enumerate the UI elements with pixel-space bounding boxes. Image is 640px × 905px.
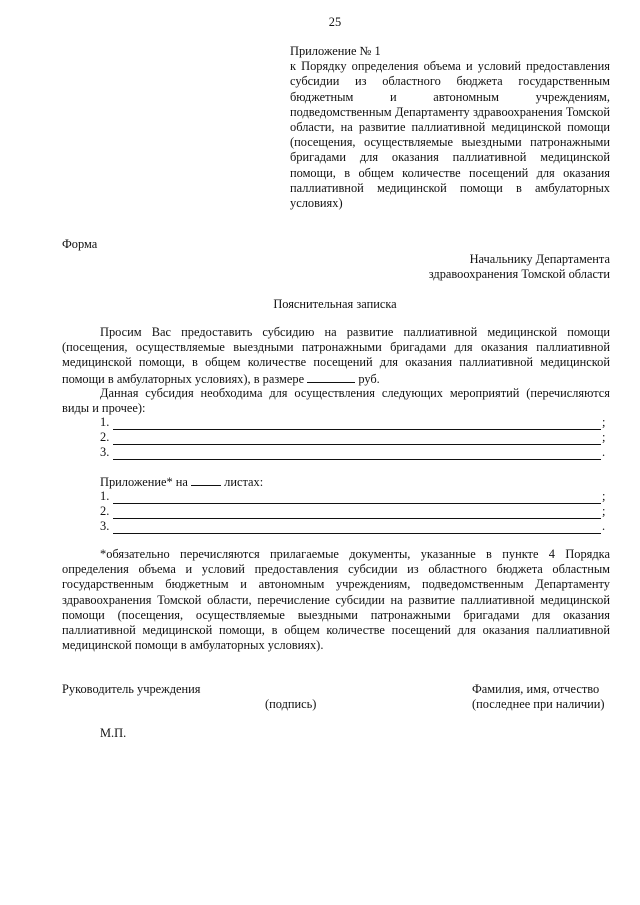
attachment-number: 3.: [100, 519, 110, 533]
attachment-line: [100, 519, 610, 534]
measure-end: ;: [602, 415, 606, 429]
full-name-caption: (последнее при наличии): [472, 697, 605, 711]
attachment-label-after: листах:: [224, 475, 264, 489]
measure-line: [100, 430, 610, 445]
attachment-label: [100, 474, 263, 490]
attachment-blank-line: [113, 522, 601, 534]
measure-end: ;: [602, 430, 606, 444]
appendix-title: Приложение № 1: [290, 44, 381, 58]
footnote: *обязательно перечисляются прилагаемые документы, указанные в пункте 4 Порядка определения объема и условий предоставления субсидии из областного бюджета областным государственным бюджетным и автономным учреждениям, подведомственным Департаменту здравоохранения Томской области, перечисление субсидии на развитие паллиативной медицинской помощи (посещения, осуществляемые выездными патронажными бригадами для оказания паллиативной медицинской помощи, в общем количестве посещений для оказания паллиативной медицинской помощи в амбулаторных условиях).: [62, 547, 610, 653]
attachment-line: [100, 504, 610, 519]
full-name-label: Фамилия, имя, отчество: [472, 682, 600, 696]
appendix-block: [290, 44, 610, 211]
addressee-line-1: Начальнику Департамента: [469, 252, 610, 266]
stamp-label: М.П.: [100, 726, 127, 740]
sheet-count-blank: [191, 474, 221, 486]
document-title: Пояснительная записка: [273, 297, 397, 311]
attachment-end: ;: [602, 504, 606, 518]
head-of-institution-label: Руководитель учреждения: [62, 682, 201, 696]
currency-label: руб.: [358, 371, 380, 386]
measure-line: [100, 415, 610, 430]
signature-caption: (подпись): [265, 697, 317, 711]
amount-blank: [307, 371, 355, 383]
request-text: Просим Вас предоставить субсидию на развитие паллиативной медицинской помощи (посещения, осуществляемые выездными патронажными бригадами для оказания паллиативной медицинской помощи, в общем количестве посещений для оказания паллиативной медицинской помощи в амбулаторных условиях), в размере: [62, 325, 610, 386]
measure-blank-line: [113, 418, 601, 430]
form-label: Форма: [62, 237, 98, 251]
request-paragraph: [62, 325, 610, 387]
attachment-blank-line: [113, 507, 601, 519]
measure-number: 1.: [100, 415, 110, 429]
measure-number: 3.: [100, 445, 110, 459]
measure-number: 2.: [100, 430, 110, 444]
measures-intro: Данная субсидия необходима для осуществления следующих мероприятий (перечисляются виды и прочее):: [62, 386, 610, 416]
page-number: 25: [328, 15, 342, 29]
attachment-number: 2.: [100, 504, 110, 518]
appendix-text: к Порядку определения объема и условий предоставления субсидии из областного бюджета государственным бюджетным и автономным учреждениям, подведомственным Департаменту здравоохранения Томской области, на развитие паллиативной медицинской помощи (посещения, осуществляемые выездными патронажными бригадами для оказания паллиативной медицинской помощи, в общем количестве посещений для оказания паллиативной медицинской помощи в амбулаторных условиях): [290, 59, 610, 211]
attachment-blank-line: [113, 492, 601, 504]
measure-blank-line: [113, 448, 601, 460]
addressee-line-2: здравоохранения Томской области: [428, 267, 610, 281]
attachment-end: .: [602, 519, 606, 533]
attachment-line: [100, 489, 610, 504]
attachment-label-before: Приложение* на: [100, 475, 188, 489]
measure-blank-line: [113, 433, 601, 445]
measure-line: [100, 445, 610, 460]
measure-end: .: [602, 445, 606, 459]
attachment-end: ;: [602, 489, 606, 503]
attachment-number: 1.: [100, 489, 110, 503]
